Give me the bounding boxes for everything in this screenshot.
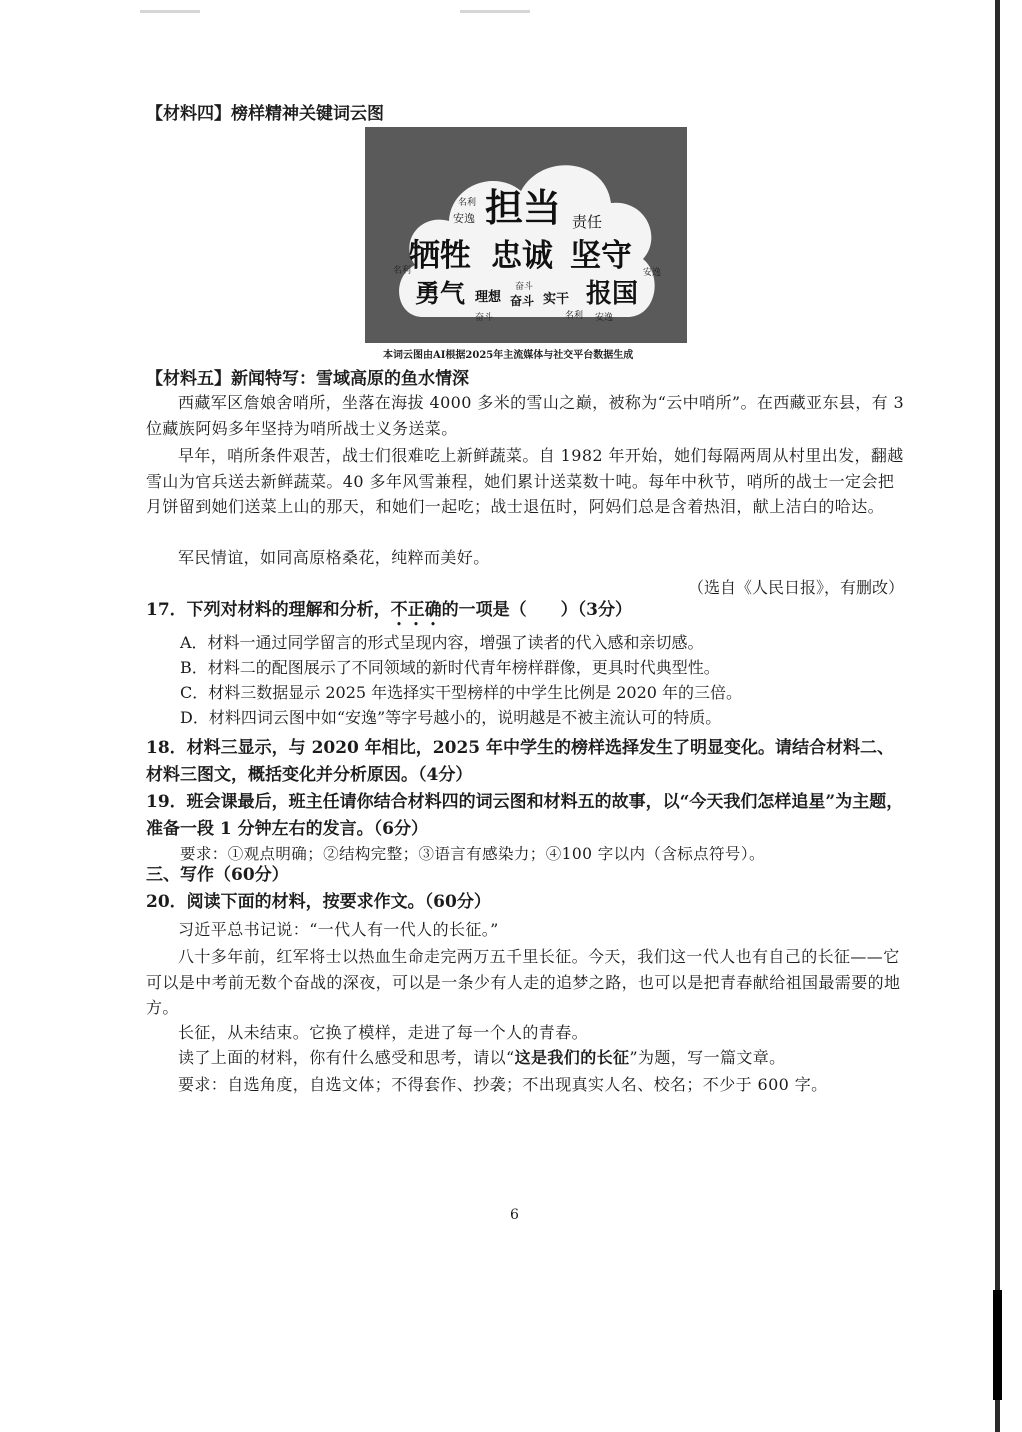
material5-heading: 【材料五】新闻特写：雪域高原的鱼水情深 [146, 369, 469, 389]
word-fendou-3: 奋斗 [475, 313, 494, 323]
word-zhongcheng: 忠诚 [491, 238, 553, 274]
word-zeren: 责任 [572, 213, 603, 231]
scan-smudge [140, 10, 200, 13]
word-jianshou: 坚守 [570, 238, 632, 274]
word-mingli: 名利 [458, 198, 477, 208]
question-17-post: 的一项是（ ）（3分） [441, 600, 632, 620]
scan-edge-line [995, 0, 1000, 1432]
section-3-heading: 三、写作（60分） [146, 865, 289, 885]
word-fendou: 奋斗 [515, 282, 534, 292]
word-anyi-2: 安逸 [643, 268, 662, 278]
word-baoguo: 报国 [586, 279, 639, 309]
word-dandang: 担当 [485, 186, 562, 230]
material5-paragraph-3: 军民情谊，如同高原格桑花，纯粹而美好。 [178, 548, 490, 567]
question-19: 19．班会课最后，班主任请你结合材料四的词云图和材料五的故事，以“今天我们怎样追星”为主题，准备一段 1 分钟左右的发言。（6分） [146, 792, 904, 839]
material4-heading: 【材料四】榜样精神关键词云图 [146, 104, 384, 124]
word-yongqi: 勇气 [415, 279, 466, 308]
question-20: 20．阅读下面的材料，按要求作文。（60分） [146, 892, 491, 912]
scan-edge-mark [993, 1290, 1002, 1400]
question-20-p3-pre: 读了上面的材料，你有什么感受和思考，请以“ [178, 1048, 515, 1067]
question-17-pre: 17．下列对材料的理解和分析， [146, 600, 391, 620]
question-20-paragraph-1: 八十多年前，红军将士以热血生命走完两万五千里长征。今天，我们这一代人也有自己的长征——它可以是中考前无数个奋战的深夜，可以是一条少有人走的追梦之路，也可以是把青春献给祖国最需要的地方。 [146, 947, 901, 1017]
question-19-requirements: 要求：①观点明确；②结构完整；③语言有感染力；④100 字以内（含标点符号）。 [180, 845, 765, 863]
word-xisheng: 牺牲 [409, 238, 471, 274]
word-cloud-image [365, 127, 687, 343]
question-17-option-b: B．材料二的配图展示了不同领域的新时代青年榜样群像，更具时代典型性。 [180, 658, 720, 677]
question-17-option-d: D．材料四词云图中如“安逸”等字号越小的，说明越是不被主流认可的特质。 [180, 708, 722, 727]
word-fendou-2: 奋斗 [510, 294, 535, 308]
page-number: 6 [510, 1207, 519, 1223]
question-20-paragraph-2: 长征，从未结束。它换了模样，走进了每一个人的青春。 [178, 1023, 589, 1042]
word-anyi-3: 安逸 [595, 313, 614, 323]
question-17-emphasis: 不正确 [390, 600, 442, 620]
word-cloud-caption: 本词云图由AI根据2025年主流媒体与社交平台数据生成 [383, 350, 634, 361]
word-anyi: 安逸 [453, 212, 475, 225]
scan-smudge [460, 10, 530, 13]
material5-source: （选自《人民日报》，有删改） [687, 578, 904, 597]
word-mingli-2: 名利 [393, 266, 412, 276]
material5-paragraph-2: 早年，哨所条件艰苦，战士们很难吃上新鲜蔬菜。自 1982 年开始，她们每隔两周从村里出发，翻越雪山为官兵送去新鲜蔬菜。40 多年风雪兼程，她们累计送菜数十吨。每年中秋节，哨所的战士一定会把月饼留到她们送菜上山的那天，和她们一起吃；战士退伍时，阿妈们总是含着热泪，献上洁白的哈达。 [146, 446, 904, 516]
word-lixiang: 理想 [475, 290, 502, 305]
question-17 [146, 597, 906, 630]
question-20-requirements: 要求：自选角度，自选文体；不得套作、抄袭；不出现真实人名、校名；不少于 600 字。 [178, 1075, 828, 1094]
question-20-quote: 习近平总书记说：“一代人有一代人的长征。” [178, 920, 499, 939]
word-shigan: 实干 [543, 292, 570, 307]
question-17-option-a: A．材料一通过同学留言的形式呈现内容，增强了读者的代入感和亲切感。 [180, 633, 704, 652]
essay-title: 这是我们的长征 [514, 1048, 630, 1067]
question-20-paragraph-3 [146, 1045, 906, 1071]
material5-paragraph-1: 西藏军区詹娘舍哨所，坐落在海拔 4000 多米的雪山之巅，被称为“云中哨所”。在西藏亚东县，有 3 位藏族阿妈多年坚持为哨所战士义务送菜。 [146, 393, 905, 438]
question-17-option-c: C．材料三数据显示 2025 年选择实干型榜样的中学生比例是 2020 年的三倍。 [180, 683, 743, 702]
word-mingli-3: 名利 [565, 311, 584, 321]
question-20-p3-post: ”为题，写一篇文章。 [629, 1048, 786, 1067]
question-18: 18．材料三显示，与 2020 年相比，2025 年中学生的榜样选择发生了明显变化。请结合材料二、材料三图文，概括变化并分析原因。（4分） [146, 738, 895, 785]
